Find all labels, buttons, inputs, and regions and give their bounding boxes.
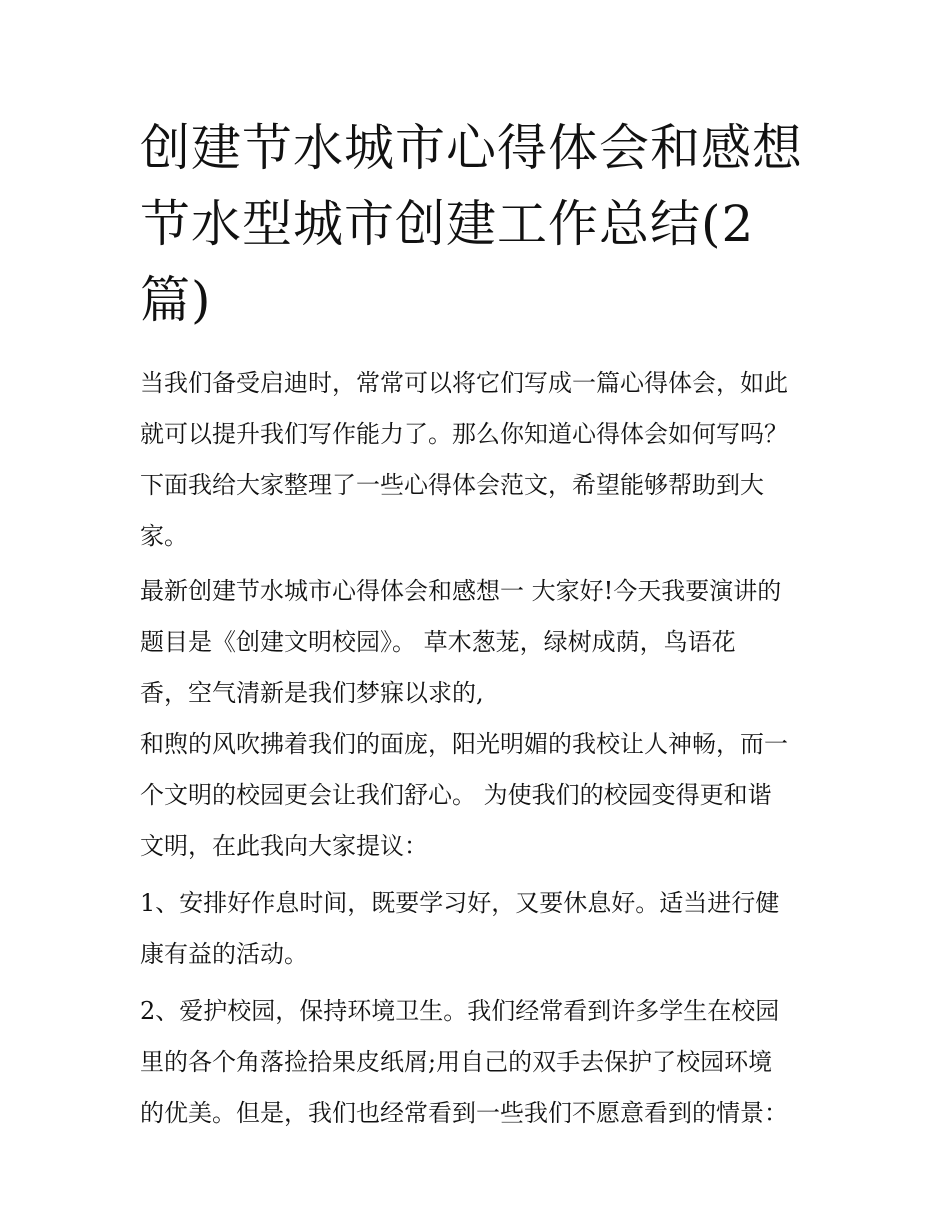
document-title (140, 110, 820, 338)
text-line: 康有益的活动。 (140, 940, 308, 968)
text-line: 家。 (140, 522, 188, 550)
text-line: 最新创建节水城市心得体会和感想一 大家好!今天我要演讲的 (140, 577, 782, 605)
intro-paragraph (140, 358, 820, 562)
text-line: 1、安排好作息时间，既要学习好，又要休息好。适当进行健 (140, 889, 780, 917)
speech-opening-paragraph (140, 566, 820, 719)
text-line: 文明，在此我向大家提议： (140, 832, 428, 860)
text-line: 里的各个角落捡拾果皮纸屑;用自己的双手去保护了校园环境 (140, 1048, 773, 1076)
title-line-2: 节水型城市创建工作总结(2 (140, 195, 755, 253)
text-line: 下面我给大家整理了一些心得体会范文，希望能够帮助到大 (140, 471, 764, 499)
title-line-3: 篇) (140, 271, 212, 329)
text-line: 香，空气清新是我们梦寐以求的, (140, 679, 484, 707)
text-line: 题目是《创建文明校园》。 草木葱茏，绿树成荫，鸟语花 (140, 628, 736, 656)
document-body (140, 358, 820, 1139)
document-page (140, 110, 820, 1139)
text-line: 个文明的校园更会让我们舒心。 为使我们的校园变得更和谐 (140, 781, 772, 809)
list-item-2 (140, 986, 820, 1139)
text-line: 就可以提升我们写作能力了。那么你知道心得体会如何写吗？ (140, 420, 788, 448)
text-line: 2、爱护校园，保持环境卫生。我们经常看到许多学生在校园 (140, 997, 780, 1025)
proposal-paragraph (140, 719, 820, 872)
text-line: 和煦的风吹拂着我们的面庞，阳光明媚的我校让人神畅，而一 (140, 730, 788, 758)
text-line: 当我们备受启迪时，常常可以将它们写成一篇心得体会，如此 (140, 369, 788, 397)
text-line: 的优美。但是，我们也经常看到一些我们不愿意看到的情景： (140, 1099, 788, 1127)
list-item-1 (140, 878, 820, 980)
title-line-1: 创建节水城市心得体会和感想 (140, 119, 803, 177)
